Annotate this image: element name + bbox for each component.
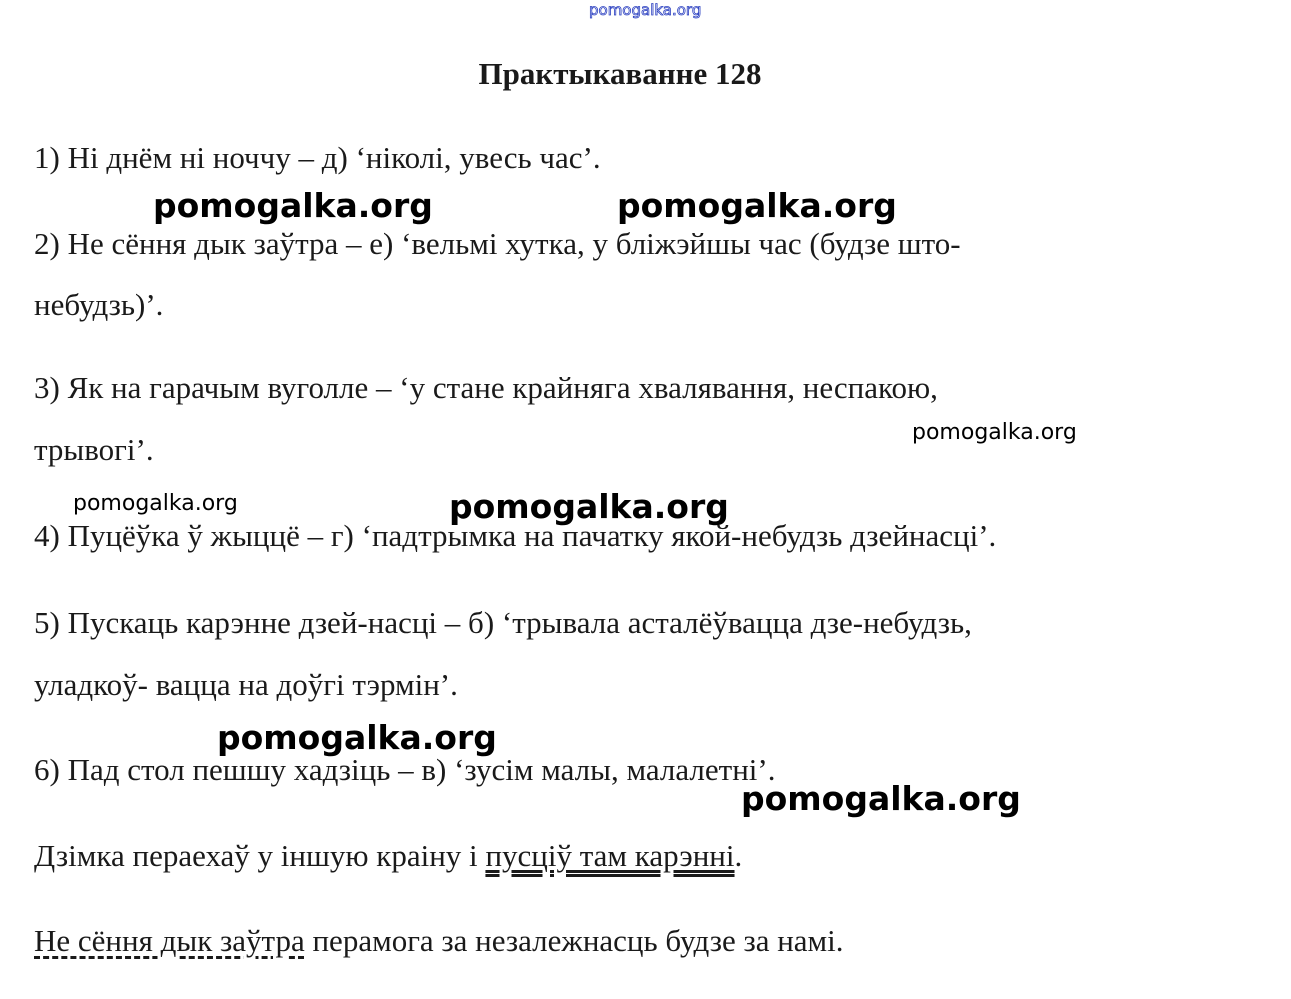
item-5: 5) Пускаць карэнне дзей-насці – б) ‘трывала асталёўвацца дзе-небудзь, xyxy=(34,605,972,640)
item-3: 3) Як на гарачым вуголле – ‘у стане крайняга хвалявання, неспакою, xyxy=(34,370,938,405)
item-1: 1) Ні днём ні ноччу – д) ‘ніколі, увесь час’. xyxy=(34,140,601,175)
sentence1-after: . xyxy=(734,838,743,873)
example-sentence-1 xyxy=(34,838,742,874)
item-3-cont: трывогі’. xyxy=(34,432,154,467)
sentence1-underlined: пусціў там карэнні xyxy=(485,838,735,873)
item-4: 4) Пуцёўка ў жыццё – г) ‘падтрымка на пачатку якой-небудзь дзейнасці’. xyxy=(34,518,997,553)
watermark: pomogalka.org xyxy=(449,487,729,526)
sentence2-underlined: Не сёння дык заўтра xyxy=(34,923,305,958)
item-2: 2) Не сёння дык заўтра – е) ‘вельмі хутка, у бліжэйшы час (будзе што- xyxy=(34,226,961,261)
watermark: pomogalka.org xyxy=(217,718,497,757)
item-5-cont: уладкоў- вацца на доўгі тэрмін’. xyxy=(34,667,458,702)
watermark: pomogalka.org xyxy=(912,420,1077,445)
watermark: pomogalka.org xyxy=(617,186,897,225)
header-watermark: pomogalka.org xyxy=(589,1,702,19)
watermark: pomogalka.org xyxy=(153,186,433,225)
example-sentence-2 xyxy=(34,923,844,959)
sentence2-after: перамога за незалежнасць будзе за намі. xyxy=(304,923,844,958)
watermark: pomogalka.org xyxy=(741,779,1021,818)
item-6: 6) Пад стол пешшу хадзіць – в) ‘зусім малы, малалетні’. xyxy=(34,752,776,787)
page-title: Практыкаванне 128 xyxy=(478,56,762,91)
watermark: pomogalka.org xyxy=(73,491,238,516)
sentence1-before: Дзімка пераехаў у іншую краіну і xyxy=(34,838,486,873)
item-2-cont: небудзь)’. xyxy=(34,287,164,322)
